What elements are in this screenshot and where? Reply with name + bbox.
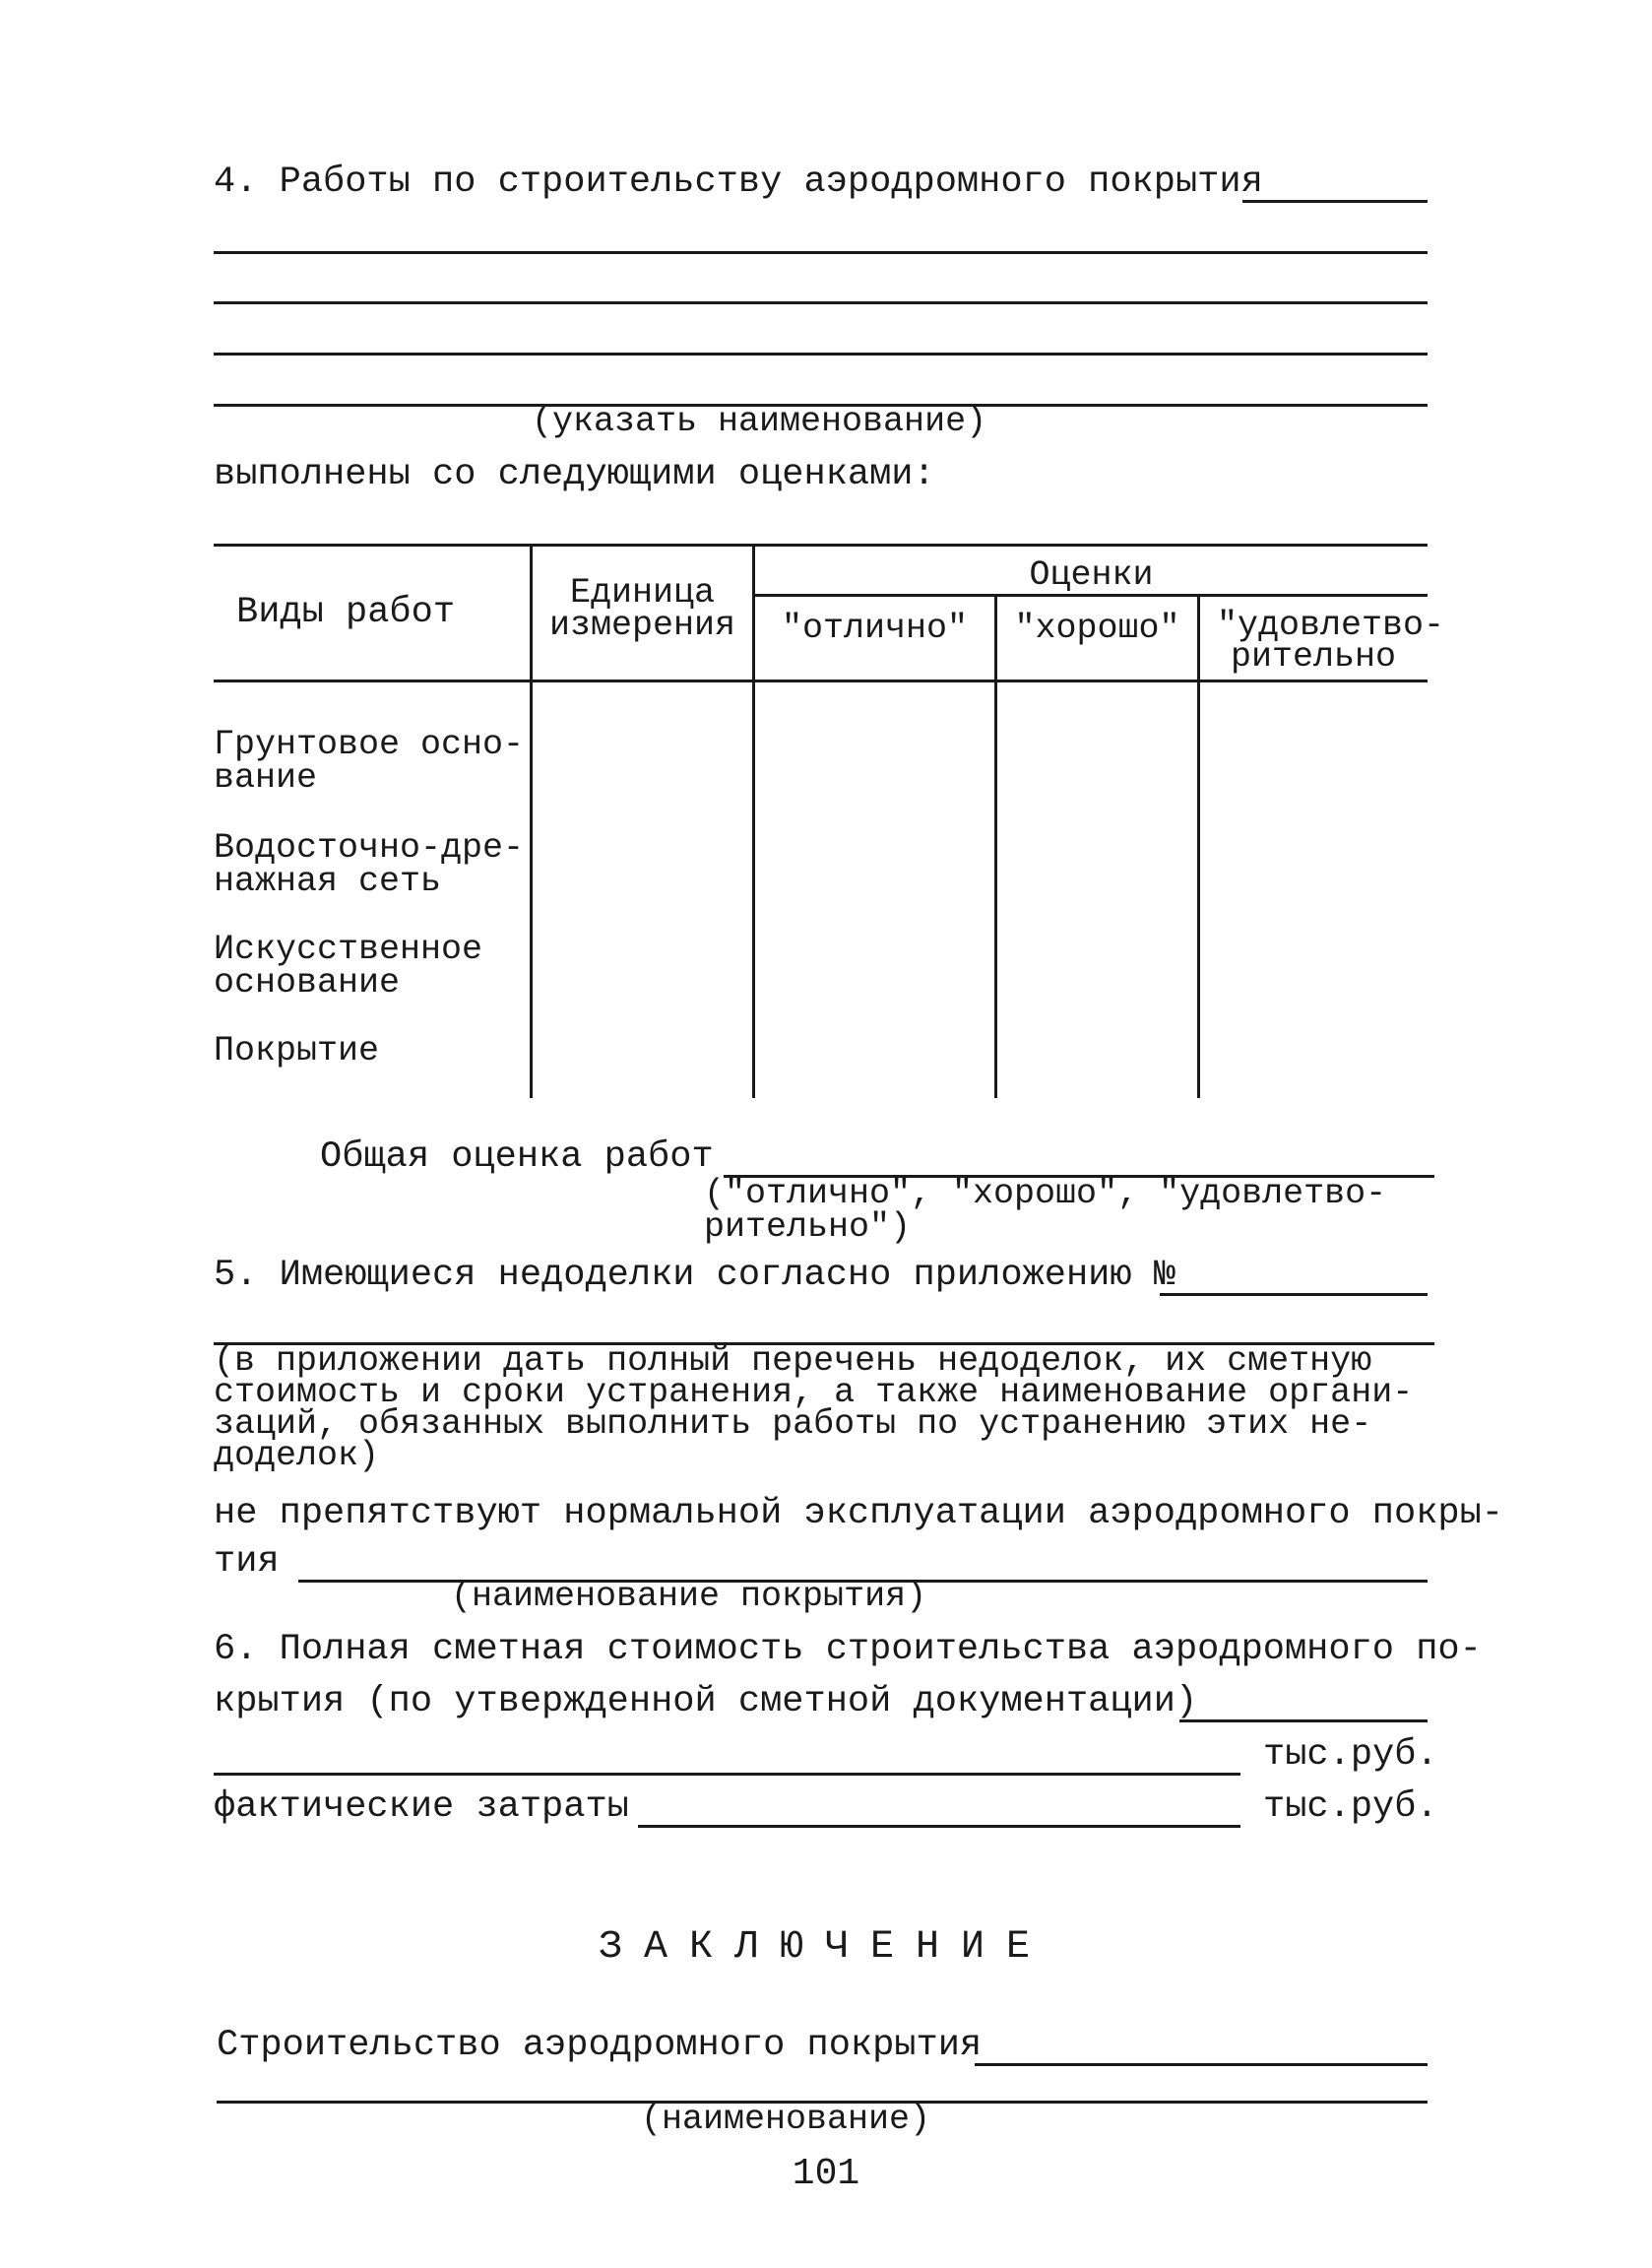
table-header-bottom-border bbox=[214, 680, 1428, 682]
section-5-note-line-4: доделок) bbox=[214, 1436, 380, 1475]
section-4-after-text: выполнены со следующими оценками: bbox=[214, 454, 935, 495]
section-6-line-2: крытия (по утвержденной сметной документации) bbox=[214, 1681, 1198, 1722]
header-grade-satisfactory-line-2: рительно bbox=[1231, 637, 1397, 677]
actual-costs-label: фактические затраты bbox=[214, 1786, 629, 1828]
table-row-label-line-2: нажная сеть bbox=[214, 862, 442, 901]
section-5-note-line-1: (в приложении дать полный перечень недоделок, их сметную bbox=[214, 1341, 1372, 1381]
header-grades: Оценки bbox=[1029, 555, 1154, 595]
table-row-label-line-1: Искусственное bbox=[214, 930, 483, 969]
header-work-types: Виды работ bbox=[236, 592, 456, 633]
actual-costs-fill-line[interactable] bbox=[638, 1825, 1240, 1828]
header-grade-satisfactory-line-1: "удовлетво- bbox=[1217, 606, 1445, 645]
overall-grade-hint-line-1: ("отлично", "хорошо", "удовлетво- bbox=[704, 1174, 1387, 1213]
header-unit-line-1: Единица bbox=[569, 573, 716, 613]
overall-grade-hint-line-2: рительно") bbox=[704, 1207, 912, 1247]
conclusion-title: ЗАКЛЮЧЕНИЕ bbox=[599, 1925, 1052, 1970]
table-row-label-line-1: Грунтовое осно- bbox=[214, 725, 525, 764]
section-5-note-line-3: заций, обязанных выполнить работы по устранению этих не- bbox=[214, 1404, 1372, 1444]
section-5-heading: 5. Имеющиеся недоделки согласно приложению № bbox=[214, 1255, 1175, 1296]
table-column-divider bbox=[1197, 594, 1200, 1098]
currency-unit: тыс.руб. bbox=[1263, 1786, 1438, 1828]
section-5-caption: (наименование покрытия) bbox=[451, 1577, 927, 1616]
fill-line[interactable] bbox=[214, 353, 1428, 356]
fill-line[interactable] bbox=[1242, 200, 1428, 203]
section-4-heading: 4. Работы по строительству аэродромного покрытия bbox=[214, 162, 1263, 203]
table-row-label-line-2: основание bbox=[214, 963, 401, 1003]
table-column-divider bbox=[994, 594, 997, 1098]
page-number: 101 bbox=[792, 2153, 860, 2195]
conclusion-text: Строительство аэродромного покрытия bbox=[217, 2025, 983, 2066]
fill-line[interactable] bbox=[1160, 1293, 1428, 1296]
table-top-border bbox=[214, 544, 1428, 547]
header-grade-good: "хорошо" bbox=[1014, 609, 1180, 648]
section-4-caption: (указать наименование) bbox=[532, 402, 987, 441]
fill-line[interactable] bbox=[1179, 1719, 1428, 1722]
fill-line[interactable] bbox=[214, 251, 1428, 254]
table-row-label-line-1: Покрытие bbox=[214, 1031, 380, 1070]
currency-unit: тыс.руб. bbox=[1263, 1734, 1438, 1776]
table-row-label-line-2: вание bbox=[214, 758, 318, 798]
table-row-label-line-1: Водосточно-дре- bbox=[214, 828, 525, 868]
header-unit-line-2: измерения bbox=[548, 606, 736, 645]
fill-line[interactable] bbox=[214, 1773, 1240, 1776]
fill-line[interactable] bbox=[975, 2063, 1428, 2066]
header-grade-excellent: "отлично" bbox=[781, 609, 969, 648]
overall-grade-label: Общая оценка работ bbox=[320, 1136, 714, 1178]
section-5-continuation-line-1: не препятствуют нормальной эксплуатации аэродромного покры- bbox=[214, 1493, 1504, 1534]
fill-line[interactable] bbox=[214, 301, 1428, 304]
conclusion-caption: (наименование) bbox=[641, 2100, 931, 2139]
section-5-continuation-line-2: тия bbox=[214, 1541, 280, 1583]
section-5-note-line-2: стоимость и сроки устранения, а также наименование органи- bbox=[214, 1373, 1414, 1412]
section-6-line-1: 6. Полная сметная стоимость строительства аэродромного по- bbox=[214, 1629, 1482, 1670]
